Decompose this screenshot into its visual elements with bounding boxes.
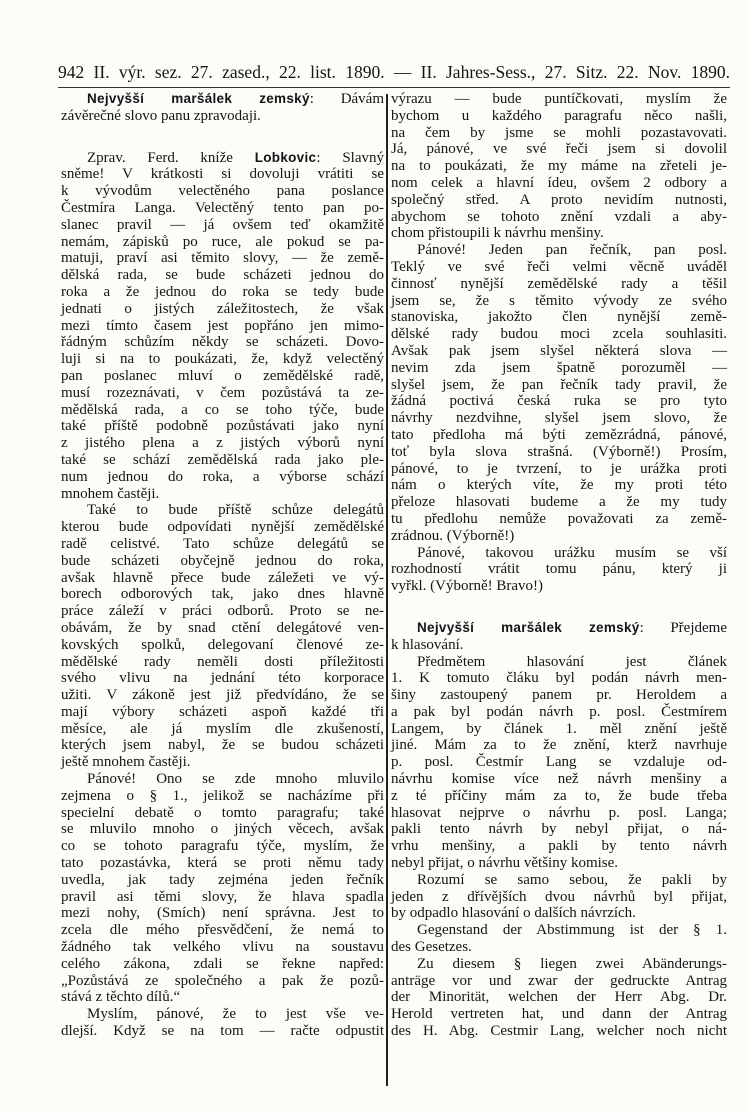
left-column xyxy=(61,91,384,1040)
text-line xyxy=(61,166,384,183)
text-line xyxy=(61,586,384,603)
text-line xyxy=(391,175,727,192)
line-text: návrhu komise více než návrh menšiny a xyxy=(391,771,727,788)
line-text: na čem by jsme se mohli pozastavovati. xyxy=(391,124,727,141)
line-text: co se tohoto paragrafu týče, myslím, že xyxy=(61,838,384,855)
text-line xyxy=(391,125,727,142)
line-text: Teklý ve své řeči velmi věcně uváděl xyxy=(391,258,727,275)
text-line xyxy=(61,486,384,503)
text-line xyxy=(61,418,384,435)
line-text: Gegenstand der Abstimmung ist der § 1. xyxy=(417,922,727,939)
text-line xyxy=(61,385,384,402)
column-divider xyxy=(386,94,388,1086)
line-text: : Slavný xyxy=(316,149,384,166)
line-text: práce záleží v práci odborů. Proto se ne- xyxy=(61,603,384,620)
text-line xyxy=(391,973,727,990)
line-text: stává z těchto dílů.“ xyxy=(61,989,181,1006)
line-text: zcela dle mého přesvědčení, že nemá to xyxy=(61,922,384,939)
text-line xyxy=(391,461,727,478)
text-line xyxy=(391,209,727,226)
line-text: a pak byl podán návrh p. posl. Čestmírem xyxy=(391,703,727,720)
text-line xyxy=(391,578,727,595)
line-text: Avšak pak jsem slyšel některá slova — xyxy=(391,342,727,359)
line-text: borech odborových tak, jako dnes hlavně xyxy=(61,586,384,603)
line-text: jeden z dřívějších dvou návrhů byl přijat, xyxy=(391,888,727,905)
line-text: p. posl. Čestmír Lang se vzdaluje od- xyxy=(391,754,727,771)
text-line xyxy=(61,721,384,738)
line-text: anträge vor und zwar der gedruckte Antrag xyxy=(391,972,727,989)
text-line xyxy=(61,1006,384,1023)
text-line xyxy=(61,452,384,469)
text-line xyxy=(61,821,384,838)
text-line xyxy=(391,989,727,1006)
text-line xyxy=(391,788,727,805)
text-line xyxy=(391,158,727,175)
text-line xyxy=(61,570,384,587)
text-line xyxy=(391,872,727,889)
line-text: žádná poctivá česká ruka se pro tyto xyxy=(391,393,727,410)
line-text: vrhu menšiny, a pakli by tento návrh xyxy=(391,838,727,855)
text-line xyxy=(391,620,727,637)
line-text: num jednou do roka, a výborse schází xyxy=(61,468,384,485)
line-text: nom celek a hlavní ídeu, ovšem 2 odbory a xyxy=(391,174,727,191)
line-text: na to poukázati, že my máme na zřeteli je- xyxy=(391,158,727,175)
line-text: mezi nohy, (Smích) není správna. Jest to xyxy=(61,905,384,922)
text-line xyxy=(391,721,727,738)
text-line xyxy=(61,956,384,973)
text-line xyxy=(61,469,384,486)
text-line xyxy=(391,821,727,838)
text-line xyxy=(61,889,384,906)
text-line xyxy=(391,561,727,578)
line-text: Herold vertreten hat, und dann der Antrag xyxy=(391,1006,727,1023)
line-text: nebyl přijat, o návrhu většiny komise. xyxy=(391,855,619,872)
text-line xyxy=(391,737,727,754)
text-line xyxy=(391,956,727,973)
line-text: nemám, zápisků po ruce, ale pokud se pa- xyxy=(61,233,384,250)
text-line xyxy=(391,939,727,956)
line-text: šiny zastoupený panem pr. Heroldem a xyxy=(391,687,727,704)
text-line xyxy=(391,91,727,108)
text-line xyxy=(61,519,384,536)
text-line xyxy=(61,855,384,872)
line-text: přeloze hlasovati budeme a že my tudy xyxy=(391,494,727,511)
text-line xyxy=(391,343,727,360)
line-text: mědělská rada, a co se toho týče, bude xyxy=(61,401,384,418)
text-line xyxy=(391,838,727,855)
text-line xyxy=(61,318,384,335)
line-text: také příště podobně pozůstávati jako nyní xyxy=(61,418,384,435)
line-text: užiti. V zákoně jest již předvídáno, že se xyxy=(61,687,384,704)
text-line xyxy=(61,654,384,671)
text-line xyxy=(61,284,384,301)
line-text: tu předlohu nemůže považovati za země- xyxy=(391,510,727,527)
text-line xyxy=(61,402,384,419)
text-line xyxy=(61,502,384,519)
line-text: k vývodům velectěného pana poslance xyxy=(61,183,384,200)
line-text: společný střed. A proto nevidím nutnosti, xyxy=(391,191,727,208)
page-header: 942 II. výr. sez. 27. zased., 22. list. 1890. — II. Jahres-Sess., 27. Sitz. 22. Nov. 1890. xyxy=(58,62,730,82)
speaker-name: Nejvyšší maršálek zemský xyxy=(417,619,640,635)
line-text: obávám, že by snad ctění delegátové ven- xyxy=(61,619,384,636)
text-line xyxy=(61,838,384,855)
line-text: des Gesetzes. xyxy=(391,939,472,956)
text-line xyxy=(391,293,727,310)
line-text: matuji, praví asi těmito slovy, — že země- xyxy=(61,250,384,267)
line-text: uvedla, jak tady zejména jeden řečník xyxy=(61,871,384,888)
text-line xyxy=(391,427,727,444)
text-line xyxy=(391,225,727,242)
line-text: mnohem častěji. xyxy=(61,485,160,502)
text-line xyxy=(61,553,384,570)
text-line xyxy=(61,267,384,284)
line-text: svého vlivu na jednání této korporace xyxy=(61,670,384,687)
text-line xyxy=(391,410,727,427)
text-line xyxy=(61,637,384,654)
line-text: ještě mnohem častěji. xyxy=(61,754,191,771)
text-line xyxy=(61,435,384,452)
text-line xyxy=(391,494,727,511)
line-text: mají výbory scházeti aspoň každé tři xyxy=(61,703,384,720)
text-line xyxy=(61,670,384,687)
line-text: nám o kterých víte, že my proti této xyxy=(391,477,727,494)
text-line xyxy=(61,905,384,922)
text-line xyxy=(391,889,727,906)
text-line xyxy=(391,637,727,654)
text-line xyxy=(61,368,384,385)
text-line xyxy=(391,855,727,872)
text-line xyxy=(61,351,384,368)
text-line xyxy=(61,939,384,956)
text-line xyxy=(61,200,384,217)
line-text: sněme! V krátkosti si dovoluji vrátiti se xyxy=(61,166,384,183)
line-text: Pánové! Ono se zde mnoho mluvilo xyxy=(87,771,384,788)
text-line xyxy=(61,250,384,267)
text-line xyxy=(391,141,727,158)
text-line xyxy=(391,360,727,377)
text-line xyxy=(391,654,727,671)
line-text: také se schází zemědělská rada jako ple- xyxy=(61,451,384,468)
line-text: bychom u každého paragrafu něco našli, xyxy=(391,107,727,124)
text-line xyxy=(391,444,727,461)
text-line xyxy=(61,603,384,620)
line-text: luji si na to poukázati, že, když velectěný xyxy=(61,351,384,368)
line-text: dělská rada, se bude scházeti jednou do xyxy=(61,267,384,284)
text-line xyxy=(61,183,384,200)
line-text: slyšel jsem, že pan řečník tady pravil, že xyxy=(391,376,727,393)
line-text: celého zákona, zdali se řekne napřed: xyxy=(61,955,384,972)
line-text: z jistého plena a z jistých výborů nyní xyxy=(61,435,384,452)
line-text: vyřkl. (Výborně! Bravo!) xyxy=(391,578,544,595)
line-text: jiné. Mám za to že znění, kterž navrhuje xyxy=(391,737,727,754)
line-text: dlejší. Když se na tom — račte odpustit xyxy=(61,1023,384,1040)
line-text: Také to bude příště schůze delegátů xyxy=(87,502,384,519)
line-text: Pánové! Jeden pan řečník, pan posl. xyxy=(417,242,727,259)
line-text: Čestmíra Langa. Velectěný tento pan po- xyxy=(61,199,384,216)
line-text: pan poslanec mluví o zemědělské radě, xyxy=(61,367,384,384)
text-line xyxy=(391,309,727,326)
text-line xyxy=(391,108,727,125)
text-line xyxy=(61,150,384,167)
text-line xyxy=(61,922,384,939)
speaker-name: Lobkovic xyxy=(254,149,317,165)
line-text: tato pozastávka, která se proti němu tady xyxy=(61,855,384,872)
text-line xyxy=(391,545,727,562)
text-line xyxy=(391,1006,727,1023)
text-line xyxy=(391,192,727,209)
line-text: mědělské rady neměli dosti příležitosti xyxy=(61,653,384,670)
line-text: Předmětem hlasování jest článek xyxy=(417,653,727,670)
line-text: Myslím, pánové, že to jest vše ve- xyxy=(87,1006,384,1023)
text-line xyxy=(61,687,384,704)
line-text: měsíce, ale já myslím dle zkušeností, xyxy=(61,720,384,737)
text-line xyxy=(391,326,727,343)
line-text: kterou bude odpovídati nynější zemědělské xyxy=(61,519,384,536)
text-line xyxy=(391,377,727,394)
line-text: zejmena o § 1., jelikož se nacházíme při xyxy=(61,787,384,804)
text-line xyxy=(391,1023,727,1040)
line-text: řádným schůzím někdy se scházeti. Dovo- xyxy=(61,334,384,351)
line-text: slanec pravil — já ovšem teď okamžitě xyxy=(61,216,384,233)
line-text: specielní debatě o tomto paragrafu; také xyxy=(61,804,384,821)
text-line xyxy=(391,477,727,494)
text-line xyxy=(61,771,384,788)
line-text: 1. K tomuto čláku byl podán návrh men- xyxy=(391,670,727,687)
text-line xyxy=(391,528,727,545)
line-text: nevim zda jsem špatně porozuměl — xyxy=(391,359,727,376)
line-text: tato předloha má býti zemězrádná, pánové, xyxy=(391,426,727,443)
right-column xyxy=(391,91,727,1040)
line-text: výrazu — bude puntíčkovati, myslím že xyxy=(391,91,727,107)
line-text: by odpadlo hlasování o dalších návrzích. xyxy=(391,905,636,922)
text-line xyxy=(61,989,384,1006)
text-line xyxy=(61,234,384,251)
line-text: des H. Abg. Cestmir Lang, welcher noch nicht xyxy=(391,1023,727,1040)
speaker-name: Nejvyšší maršálek zemský xyxy=(87,91,310,106)
text-line xyxy=(391,670,727,687)
line-text: rozhodností vrátit tomu pánu, který ji xyxy=(391,561,727,578)
line-text: žádného tak velkého vlivu na soustavu xyxy=(61,939,384,956)
line-text: k hlasování. xyxy=(391,636,464,653)
text-line xyxy=(61,1023,384,1040)
line-text: pravil asi těmi slovy, že hlava spadla xyxy=(61,888,384,905)
line-text: Zprav. Ferd. kníže xyxy=(87,149,255,166)
line-text: chom přistoupili k návrhu menšiny. xyxy=(391,225,604,242)
text-line xyxy=(391,754,727,771)
text-line xyxy=(391,242,727,259)
text-line xyxy=(61,620,384,637)
line-text: pakli tento návrh by nebyl přijat, o ná- xyxy=(391,821,727,838)
text-line xyxy=(61,217,384,234)
text-line xyxy=(391,922,727,939)
line-text: „Pozůstává ze společného a pak že pozů- xyxy=(61,972,384,989)
line-text: Rozumí se samo sebou, že pakli by xyxy=(417,871,727,888)
line-text: avšak hlavně přece bude záležeti ve vý- xyxy=(61,569,384,586)
line-text: kovských spolků, delegovaní členové ze- xyxy=(61,636,384,653)
line-text: roka a že jednou do roka se tedy bude xyxy=(61,283,384,300)
text-line xyxy=(61,788,384,805)
line-text: mezi tímto časem jest popřáno jen mimo- xyxy=(61,317,384,334)
line-text: stanoviska, jakožto člen nynější země- xyxy=(391,309,727,326)
header-rule xyxy=(58,87,730,88)
line-text: hlasovat nejprve o návrhu p. posl. Langa; xyxy=(391,804,727,821)
text-line xyxy=(61,973,384,990)
line-text: toť byla slova strašná. (Výborně!) Prosím, xyxy=(391,443,727,460)
text-line xyxy=(391,704,727,721)
line-text: : Přejdeme xyxy=(639,619,727,636)
line-text: činnosť nynější zemědělské rady a těšil xyxy=(391,275,727,292)
line-text: Já, pánové, ve své řeči jsem si dovolil xyxy=(391,141,727,158)
line-text: : Dávám xyxy=(309,91,385,107)
line-text: se mluvilo mnoho o jiných věcech, avšak xyxy=(61,821,384,838)
text-line xyxy=(391,687,727,704)
line-text: kterých jsem nabyl, že se budou scházeti xyxy=(61,737,384,754)
text-line xyxy=(61,334,384,351)
text-line xyxy=(61,805,384,822)
line-text: zrádnou. (Výborně!) xyxy=(391,527,515,544)
line-text: Pánové, takovou urážku musím se vší xyxy=(417,544,727,561)
text-line xyxy=(391,276,727,293)
text-line xyxy=(391,259,727,276)
text-line xyxy=(391,905,727,922)
text-line xyxy=(61,872,384,889)
text-line xyxy=(391,511,727,528)
text-line xyxy=(391,805,727,822)
line-text: závěrečné slovo panu zpravodaji. xyxy=(61,107,261,124)
text-line xyxy=(61,301,384,318)
line-text: návrhy nezdvihne, slyšel jsem slovo, že xyxy=(391,410,727,427)
text-line xyxy=(61,754,384,771)
text-line xyxy=(61,704,384,721)
line-text: z té příčiny mám za to, že bude třeba xyxy=(391,787,727,804)
text-line xyxy=(61,91,384,108)
text-line xyxy=(61,737,384,754)
line-text: der Minorität, welchen der Herr Abg. Dr. xyxy=(391,989,727,1006)
line-text: musí rozeznávati, v čem pozůstává ta ze- xyxy=(61,384,384,401)
text-line xyxy=(391,393,727,410)
line-text: Zu diesem § liegen zwei Abänderungs- xyxy=(417,955,727,972)
text-line xyxy=(61,108,384,125)
line-text: jsem se, že s těmito vývody ze svého xyxy=(391,292,727,309)
line-text: dělské rady budou moci zcela souhlasiti. xyxy=(391,326,727,343)
line-text: Langem, by článek 1. měl znění ještě xyxy=(391,720,727,737)
line-text: jednati o jistých záležitostech, že však xyxy=(61,300,384,317)
line-text: radě celistvé. Tato schůze delegátů se xyxy=(61,535,384,552)
line-text: pánové, to je tvrzení, to je urážka proti xyxy=(391,460,727,477)
text-line xyxy=(391,771,727,788)
text-line xyxy=(61,536,384,553)
line-text: bude scházeti obyčejně jednou do roka, xyxy=(61,552,384,569)
line-text: abychom se tohoto znění vzdali a aby- xyxy=(391,208,727,225)
